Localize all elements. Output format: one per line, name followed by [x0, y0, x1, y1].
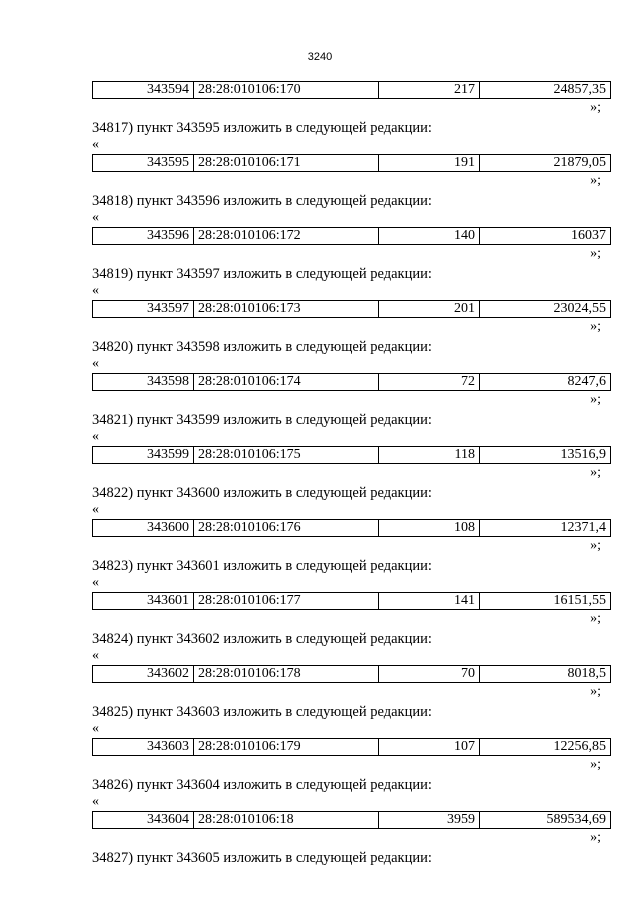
value-cell: 16037	[480, 228, 611, 245]
amendment-block	[92, 592, 611, 665]
cadastral-number-cell: 28:28:010106:170	[194, 82, 379, 99]
opening-quote: «	[92, 502, 99, 517]
value-cell: 8018,5	[480, 666, 611, 683]
instruction-text: 34821) пункт 343599 изложить в следующей редакции:	[92, 412, 432, 428]
opening-quote: «	[92, 210, 99, 225]
closing-quote: »;	[590, 684, 601, 699]
amendment-block	[92, 227, 611, 300]
value-cell: 13516,9	[480, 447, 611, 464]
area-cell: 107	[379, 739, 480, 756]
item-number-cell: 343604	[93, 812, 194, 829]
closing-quote: »;	[590, 611, 601, 626]
cadastral-number-cell: 28:28:010106:177	[194, 593, 379, 610]
closing-quote: »;	[590, 319, 601, 334]
area-cell: 141	[379, 593, 480, 610]
item-number-cell: 343598	[93, 374, 194, 391]
table-row	[92, 81, 611, 99]
area-cell: 217	[379, 82, 480, 99]
item-number-cell: 343603	[93, 739, 194, 756]
closing-quote: »;	[590, 465, 601, 480]
value-cell: 12371,4	[480, 520, 611, 537]
closing-quote: »;	[590, 392, 601, 407]
instruction-text: 34826) пункт 343604 изложить в следующей редакции:	[92, 777, 432, 793]
value-cell: 24857,35	[480, 82, 611, 99]
amendment-block	[92, 300, 611, 373]
opening-quote: «	[92, 429, 99, 444]
instruction-text: 34817) пункт 343595 изложить в следующей редакции:	[92, 120, 432, 136]
cadastral-number-cell: 28:28:010106:175	[194, 447, 379, 464]
opening-quote: «	[92, 283, 99, 298]
table-row	[92, 154, 611, 172]
value-cell: 16151,55	[480, 593, 611, 610]
table-row	[92, 446, 611, 464]
cadastral-number-cell: 28:28:010106:173	[194, 301, 379, 318]
item-number-cell: 343602	[93, 666, 194, 683]
document-body	[92, 81, 611, 867]
cadastral-number-cell: 28:28:010106:171	[194, 155, 379, 172]
cadastral-number-cell: 28:28:010106:18	[194, 812, 379, 829]
item-number-cell: 343597	[93, 301, 194, 318]
instruction-text: 34822) пункт 343600 изложить в следующей редакции:	[92, 485, 432, 501]
area-cell: 72	[379, 374, 480, 391]
instruction-text: 34820) пункт 343598 изложить в следующей редакции:	[92, 339, 432, 355]
amendment-block	[92, 665, 611, 738]
value-cell: 8247,6	[480, 374, 611, 391]
opening-quote: «	[92, 794, 99, 809]
opening-quote: «	[92, 137, 99, 152]
item-number-cell: 343601	[93, 593, 194, 610]
instruction-text: 34825) пункт 343603 изложить в следующей редакции:	[92, 704, 432, 720]
table-row	[92, 592, 611, 610]
area-cell: 70	[379, 666, 480, 683]
table-row	[92, 811, 611, 829]
value-cell: 12256,85	[480, 739, 611, 756]
value-cell: 21879,05	[480, 155, 611, 172]
area-cell: 191	[379, 155, 480, 172]
cadastral-number-cell: 28:28:010106:176	[194, 520, 379, 537]
cadastral-number-cell: 28:28:010106:178	[194, 666, 379, 683]
item-number-cell: 343596	[93, 228, 194, 245]
page-number: 3240	[307, 51, 333, 63]
amendment-block	[92, 446, 611, 519]
closing-quote: »;	[590, 100, 601, 115]
amendment-block	[92, 738, 611, 811]
table-row	[92, 665, 611, 683]
table-row	[92, 300, 611, 318]
table-row	[92, 227, 611, 245]
cadastral-number-cell: 28:28:010106:172	[194, 228, 379, 245]
opening-quote: «	[92, 356, 99, 371]
area-cell: 140	[379, 228, 480, 245]
instruction-text: 34818) пункт 343596 изложить в следующей редакции:	[92, 193, 432, 209]
area-cell: 201	[379, 301, 480, 318]
closing-quote: »;	[590, 173, 601, 188]
area-cell: 118	[379, 447, 480, 464]
closing-quote: »;	[590, 246, 601, 261]
instruction-text: 34823) пункт 343601 изложить в следующей редакции:	[92, 558, 432, 574]
amendment-block	[92, 519, 611, 592]
opening-quote: «	[92, 648, 99, 663]
cadastral-number-cell: 28:28:010106:179	[194, 739, 379, 756]
opening-quote: «	[92, 575, 99, 590]
amendment-block	[92, 154, 611, 227]
table-row	[92, 373, 611, 391]
item-number-cell: 343595	[93, 155, 194, 172]
item-number-cell: 343599	[93, 447, 194, 464]
instruction-text: 34824) пункт 343602 изложить в следующей редакции:	[92, 631, 432, 647]
closing-quote: »;	[590, 757, 601, 772]
cadastral-number-cell: 28:28:010106:174	[194, 374, 379, 391]
item-number-cell: 343594	[93, 82, 194, 99]
area-cell: 3959	[379, 812, 480, 829]
amendment-block	[92, 373, 611, 446]
closing-quote: »;	[590, 538, 601, 553]
item-number-cell: 343600	[93, 520, 194, 537]
amendment-block	[92, 81, 611, 154]
table-row	[92, 519, 611, 537]
area-cell: 108	[379, 520, 480, 537]
value-cell: 589534,69	[480, 812, 611, 829]
instruction-text: 34819) пункт 343597 изложить в следующей редакции:	[92, 266, 432, 282]
amendment-block	[92, 811, 611, 867]
opening-quote: «	[92, 721, 99, 736]
instruction-text: 34827) пункт 343605 изложить в следующей редакции:	[92, 850, 432, 866]
closing-quote: »;	[590, 830, 601, 845]
table-row	[92, 738, 611, 756]
value-cell: 23024,55	[480, 301, 611, 318]
